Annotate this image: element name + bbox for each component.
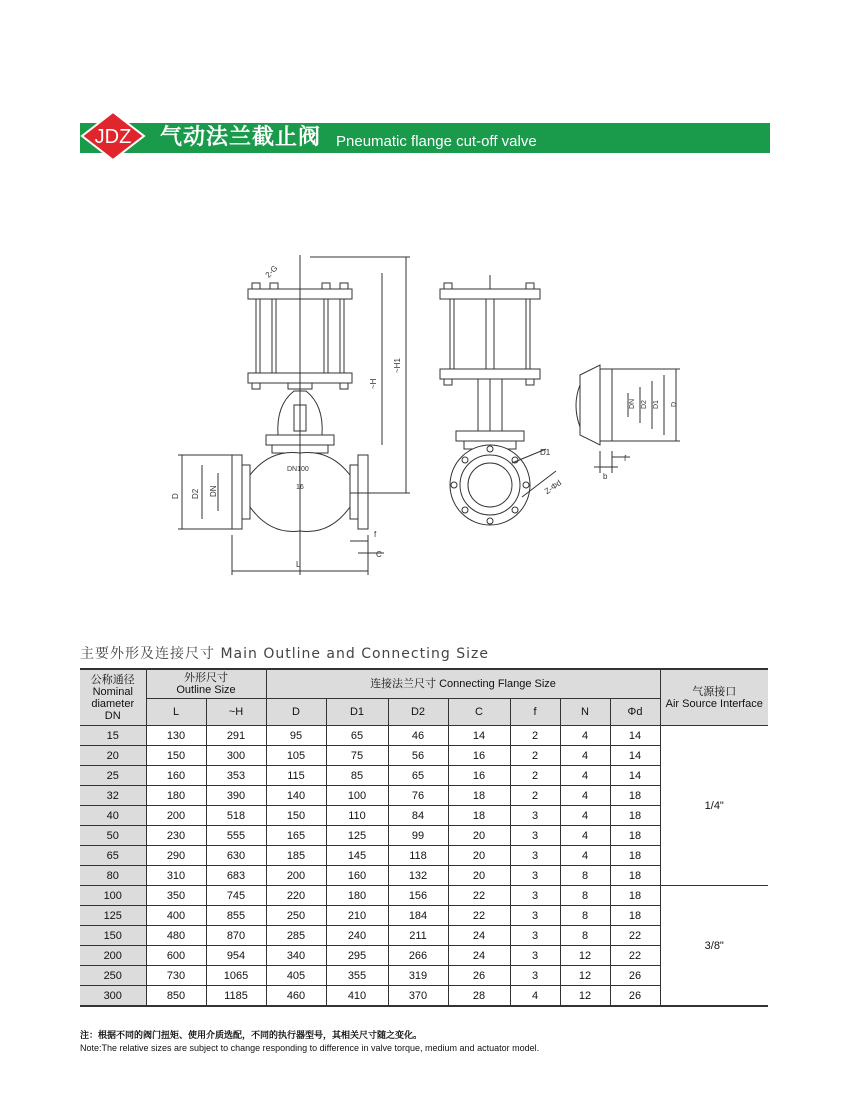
table-cell: 310 bbox=[146, 866, 206, 886]
table-cell: 14 bbox=[610, 726, 660, 746]
table-cell: 125 bbox=[326, 826, 388, 846]
table-row bbox=[80, 726, 768, 746]
table-cell: 110 bbox=[326, 806, 388, 826]
dn-cell: 200 bbox=[80, 946, 146, 966]
note-en: Note:The relative sizes are subject to change responding to difference in valve torque, medium and actuator model. bbox=[80, 1043, 540, 1053]
table-cell: 3 bbox=[510, 846, 560, 866]
table-cell: 76 bbox=[388, 786, 448, 806]
table-cell: 75 bbox=[326, 746, 388, 766]
table-cell: 870 bbox=[206, 926, 266, 946]
table-cell: 250 bbox=[266, 906, 326, 926]
table-cell: 266 bbox=[388, 946, 448, 966]
header-title-en: Pneumatic flange cut-off valve bbox=[336, 133, 537, 150]
table-cell: 319 bbox=[388, 966, 448, 986]
column-header: L bbox=[146, 699, 206, 726]
column-header: C bbox=[448, 699, 510, 726]
table-cell: 8 bbox=[560, 906, 610, 926]
table-cell: 954 bbox=[206, 946, 266, 966]
label-2g: 2-G bbox=[263, 263, 280, 280]
body-mark2: 16 bbox=[296, 484, 304, 491]
dn-cell: 50 bbox=[80, 826, 146, 846]
table-cell: 4 bbox=[510, 986, 560, 1007]
label-f: f bbox=[374, 530, 377, 539]
label-h1: ~H1 bbox=[393, 358, 402, 373]
table-cell: 115 bbox=[266, 766, 326, 786]
table-cell: 14 bbox=[448, 726, 510, 746]
label-d2: D2 bbox=[191, 488, 200, 499]
dn-cell: 300 bbox=[80, 986, 146, 1007]
table-cell: 683 bbox=[206, 866, 266, 886]
dn-cell: 80 bbox=[80, 866, 146, 886]
table-cell: 200 bbox=[266, 866, 326, 886]
table-cell: 290 bbox=[146, 846, 206, 866]
table-cell: 3 bbox=[510, 866, 560, 886]
table-cell: 390 bbox=[206, 786, 266, 806]
table-cell: 2 bbox=[510, 746, 560, 766]
flange-detail-view bbox=[576, 365, 680, 481]
table-cell: 156 bbox=[388, 886, 448, 906]
table-cell: 18 bbox=[610, 826, 660, 846]
table-cell: 3 bbox=[510, 906, 560, 926]
dn-cell: 15 bbox=[80, 726, 146, 746]
table-cell: 65 bbox=[326, 726, 388, 746]
table-cell: 4 bbox=[560, 766, 610, 786]
dn-cell: 150 bbox=[80, 926, 146, 946]
logo-text: JDZ bbox=[94, 126, 132, 148]
table-cell: 18 bbox=[610, 906, 660, 926]
table-cell: 630 bbox=[206, 846, 266, 866]
table-cell: 340 bbox=[266, 946, 326, 966]
table-cell: 20 bbox=[448, 826, 510, 846]
table-cell: 200 bbox=[146, 806, 206, 826]
table-cell: 220 bbox=[266, 886, 326, 906]
table-cell: 65 bbox=[388, 766, 448, 786]
table-cell: 18 bbox=[610, 806, 660, 826]
label-side-dn: DN bbox=[629, 398, 636, 409]
label-side-d1: D1 bbox=[653, 400, 660, 409]
table-cell: 24 bbox=[448, 926, 510, 946]
column-header: N bbox=[560, 699, 610, 726]
table-row bbox=[80, 886, 768, 906]
label-zd: Z-Φd bbox=[542, 478, 564, 497]
table-cell: 460 bbox=[266, 986, 326, 1007]
table-cell: 210 bbox=[326, 906, 388, 926]
table-cell: 353 bbox=[206, 766, 266, 786]
table-cell: 3 bbox=[510, 966, 560, 986]
table-cell: 160 bbox=[326, 866, 388, 886]
table-cell: 22 bbox=[448, 886, 510, 906]
label-d: D bbox=[171, 493, 180, 499]
table-cell: 18 bbox=[448, 806, 510, 826]
table-cell: 2 bbox=[510, 766, 560, 786]
table-cell: 4 bbox=[560, 846, 610, 866]
header-air: 气源接口 Air Source Interface bbox=[660, 669, 768, 726]
table-cell: 405 bbox=[266, 966, 326, 986]
dn-cell: 25 bbox=[80, 766, 146, 786]
table-cell: 130 bbox=[146, 726, 206, 746]
table-cell: 18 bbox=[448, 786, 510, 806]
table-cell: 4 bbox=[560, 726, 610, 746]
table-cell: 3 bbox=[510, 946, 560, 966]
table-cell: 100 bbox=[326, 786, 388, 806]
dn-cell: 20 bbox=[80, 746, 146, 766]
table-cell: 4 bbox=[560, 806, 610, 826]
table-cell: 355 bbox=[326, 966, 388, 986]
table-cell: 230 bbox=[146, 826, 206, 846]
table-cell: 26 bbox=[610, 986, 660, 1007]
table-cell: 8 bbox=[560, 886, 610, 906]
table-cell: 105 bbox=[266, 746, 326, 766]
note-cn: 注：根据不同的阀门扭矩、使用介质选配，不同的执行器型号，其相关尺寸随之变化。 bbox=[80, 1031, 423, 1041]
table-cell: 850 bbox=[146, 986, 206, 1007]
label-dn: DN bbox=[209, 485, 218, 497]
column-header: D2 bbox=[388, 699, 448, 726]
table-cell: 855 bbox=[206, 906, 266, 926]
table-cell: 555 bbox=[206, 826, 266, 846]
side-view bbox=[440, 275, 563, 525]
dn-cell: 100 bbox=[80, 886, 146, 906]
header-outline: 外形尺寸 Outline Size bbox=[146, 669, 266, 699]
table-cell: 85 bbox=[326, 766, 388, 786]
column-header: Φd bbox=[610, 699, 660, 726]
column-header: D bbox=[266, 699, 326, 726]
table-cell: 480 bbox=[146, 926, 206, 946]
table-cell: 145 bbox=[326, 846, 388, 866]
table-cell: 132 bbox=[388, 866, 448, 886]
table-cell: 150 bbox=[266, 806, 326, 826]
front-view bbox=[171, 255, 410, 575]
label-side-d: D bbox=[671, 401, 678, 407]
air-source-cell: 1/4" bbox=[660, 726, 768, 886]
table-cell: 20 bbox=[448, 866, 510, 886]
label-side-d2: D2 bbox=[641, 400, 648, 409]
table-cell: 180 bbox=[326, 886, 388, 906]
dn-cell: 65 bbox=[80, 846, 146, 866]
table-cell: 150 bbox=[146, 746, 206, 766]
table-cell: 2 bbox=[510, 786, 560, 806]
dn-cell: 40 bbox=[80, 806, 146, 826]
table-cell: 18 bbox=[610, 886, 660, 906]
table-cell: 400 bbox=[146, 906, 206, 926]
table-cell: 184 bbox=[388, 906, 448, 926]
table-cell: 745 bbox=[206, 886, 266, 906]
table-cell: 518 bbox=[206, 806, 266, 826]
table-cell: 4 bbox=[560, 786, 610, 806]
table-cell: 16 bbox=[448, 766, 510, 786]
label-b: b bbox=[603, 472, 608, 481]
table-cell: 300 bbox=[206, 746, 266, 766]
table-cell: 140 bbox=[266, 786, 326, 806]
label-side-f: f bbox=[624, 454, 627, 463]
air-source-cell: 3/8" bbox=[660, 886, 768, 1007]
table-cell: 14 bbox=[610, 766, 660, 786]
table-cell: 285 bbox=[266, 926, 326, 946]
header-title-cn: 气动法兰截止阀 bbox=[160, 125, 322, 150]
spec-table bbox=[80, 668, 768, 1007]
table-cell: 18 bbox=[610, 786, 660, 806]
header-nominal: 公称通径 Nominal diameter DN bbox=[80, 669, 146, 726]
dn-cell: 250 bbox=[80, 966, 146, 986]
table-cell: 3 bbox=[510, 826, 560, 846]
table-cell: 730 bbox=[146, 966, 206, 986]
table-cell: 2 bbox=[510, 726, 560, 746]
dn-cell: 32 bbox=[80, 786, 146, 806]
table-cell: 165 bbox=[266, 826, 326, 846]
column-header: ~H bbox=[206, 699, 266, 726]
table-cell: 3 bbox=[510, 886, 560, 906]
table-cell: 18 bbox=[610, 866, 660, 886]
table-cell: 16 bbox=[448, 746, 510, 766]
table-cell: 240 bbox=[326, 926, 388, 946]
table-cell: 22 bbox=[610, 946, 660, 966]
table-cell: 14 bbox=[610, 746, 660, 766]
table-cell: 12 bbox=[560, 986, 610, 1007]
table-cell: 211 bbox=[388, 926, 448, 946]
table-cell: 291 bbox=[206, 726, 266, 746]
table-cell: 3 bbox=[510, 806, 560, 826]
table-cell: 185 bbox=[266, 846, 326, 866]
section-title: 主要外形及连接尺寸 Main Outline and Connecting Size bbox=[80, 646, 489, 662]
table-cell: 3 bbox=[510, 926, 560, 946]
table-cell: 22 bbox=[610, 926, 660, 946]
dn-cell: 125 bbox=[80, 906, 146, 926]
table-cell: 1185 bbox=[206, 986, 266, 1007]
table-cell: 370 bbox=[388, 986, 448, 1007]
table-cell: 350 bbox=[146, 886, 206, 906]
label-d1: D1 bbox=[540, 448, 551, 457]
table-cell: 99 bbox=[388, 826, 448, 846]
table-cell: 1065 bbox=[206, 966, 266, 986]
table-cell: 8 bbox=[560, 926, 610, 946]
table-cell: 160 bbox=[146, 766, 206, 786]
table-cell: 12 bbox=[560, 966, 610, 986]
valve-drawing bbox=[160, 245, 700, 585]
column-header: D1 bbox=[326, 699, 388, 726]
table-cell: 4 bbox=[560, 746, 610, 766]
body-mark: DN100 bbox=[287, 466, 309, 473]
table-cell: 410 bbox=[326, 986, 388, 1007]
label-l: L bbox=[296, 560, 301, 569]
table-cell: 26 bbox=[448, 966, 510, 986]
table-cell: 95 bbox=[266, 726, 326, 746]
label-c: C bbox=[376, 550, 382, 559]
table-cell: 20 bbox=[448, 846, 510, 866]
table-cell: 8 bbox=[560, 866, 610, 886]
label-h: ~H bbox=[369, 378, 378, 389]
table-cell: 46 bbox=[388, 726, 448, 746]
table-cell: 84 bbox=[388, 806, 448, 826]
table-cell: 28 bbox=[448, 986, 510, 1007]
table-cell: 12 bbox=[560, 946, 610, 966]
column-header: f bbox=[510, 699, 560, 726]
table-cell: 4 bbox=[560, 826, 610, 846]
table-cell: 24 bbox=[448, 946, 510, 966]
table-cell: 180 bbox=[146, 786, 206, 806]
table-cell: 56 bbox=[388, 746, 448, 766]
table-cell: 26 bbox=[610, 966, 660, 986]
jdz-logo bbox=[80, 110, 146, 162]
table-cell: 118 bbox=[388, 846, 448, 866]
table-cell: 22 bbox=[448, 906, 510, 926]
table-cell: 600 bbox=[146, 946, 206, 966]
table-cell: 18 bbox=[610, 846, 660, 866]
header-flange: 连接法兰尺寸 Connecting Flange Size bbox=[266, 669, 660, 699]
table-cell: 295 bbox=[326, 946, 388, 966]
